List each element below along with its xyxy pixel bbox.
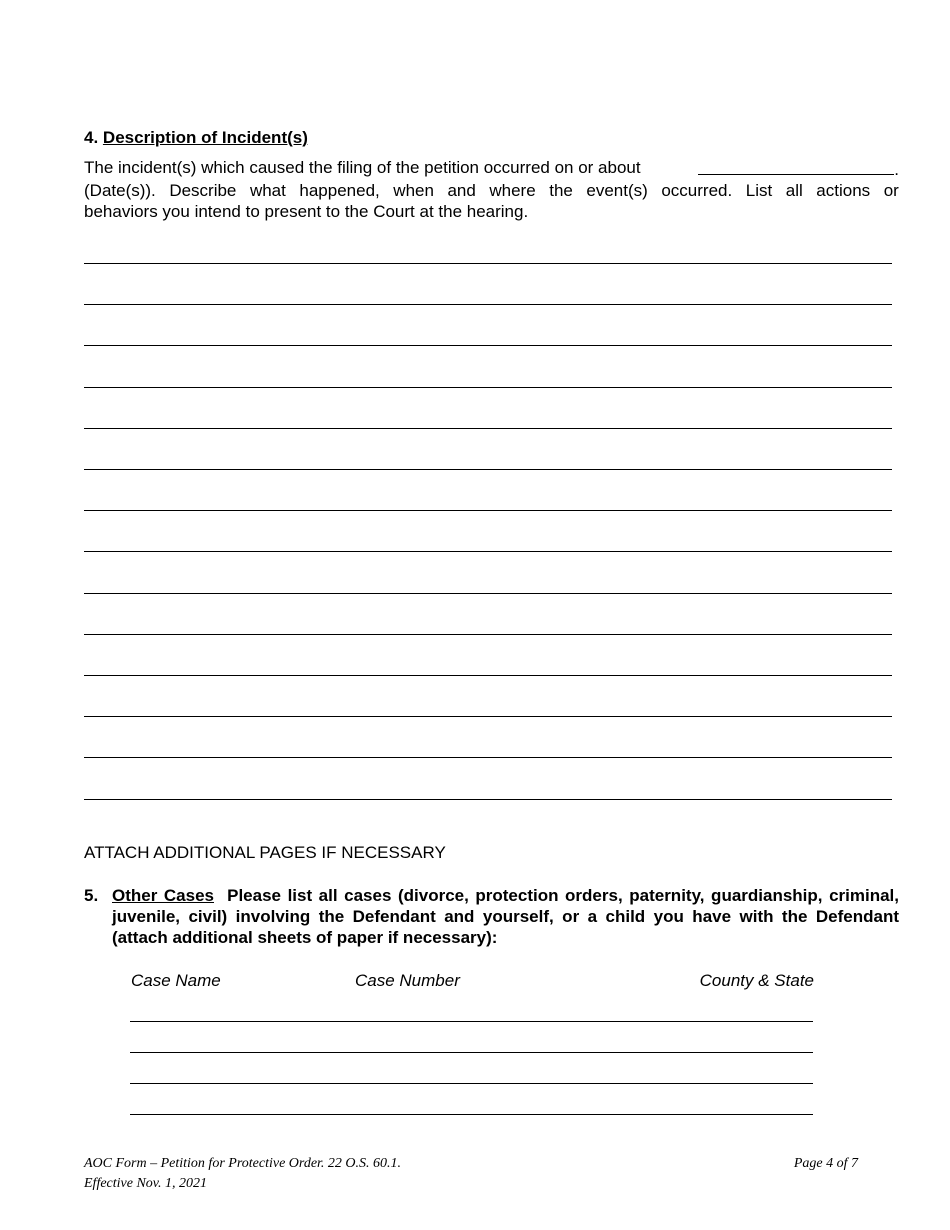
instructions-word: happened,	[299, 181, 380, 200]
instructions-word: all	[785, 181, 803, 200]
case-entry-line[interactable]	[130, 1083, 813, 1084]
attach-pages-note: ATTACH ADDITIONAL PAGES IF NECESSARY	[84, 843, 446, 862]
incident-description-line[interactable]	[84, 716, 892, 717]
instructions-word: or	[883, 181, 899, 200]
incident-description-line[interactable]	[84, 757, 892, 758]
case-entry-line[interactable]	[130, 1114, 813, 1115]
instructions-word: what	[249, 181, 286, 200]
section-5-title: Other Cases	[112, 886, 214, 905]
instructions-word: where	[489, 181, 536, 200]
incident-description-line[interactable]	[84, 345, 892, 346]
incident-description-line[interactable]	[84, 675, 892, 676]
section-5-text: Please list all cases (divorce, protection orders, paternity, guardianship, criminal, juvenile, civil) involving the Defendant and yourself, or a child you have with the Defendant (attach additional sheets of paper if necessary):	[112, 886, 899, 947]
footer-form-info	[84, 1154, 401, 1194]
section-4-number: 4.	[84, 128, 99, 147]
section-5-body	[112, 885, 899, 948]
incident-description-line[interactable]	[84, 799, 892, 800]
instructions-word: and	[447, 181, 476, 200]
instructions-line-1: The incident(s) which caused the filing of the petition occurred on or about .	[84, 158, 899, 179]
instructions-word: the	[549, 181, 573, 200]
footer-effective-date: Effective Nov. 1, 2021	[84, 1176, 207, 1191]
footer-form-name: AOC Form – Petition for Protective Order. 22 O.S. 60.1.	[84, 1156, 402, 1171]
case-name-header: Case Name	[131, 971, 221, 990]
case-entry-line[interactable]	[130, 1052, 813, 1053]
footer-page-number: Page 4 of 7	[793, 1156, 858, 1171]
section-4-instructions	[84, 157, 899, 222]
case-number-header: Case Number	[355, 971, 460, 990]
incident-description-line[interactable]	[84, 634, 892, 635]
incident-description-line[interactable]	[84, 510, 892, 511]
instructions-word: List	[745, 181, 773, 200]
instructions-word: Describe	[169, 181, 237, 200]
section-4-heading	[84, 128, 308, 148]
instructions-word: occurred.	[661, 181, 733, 200]
incident-description-line[interactable]	[84, 469, 892, 470]
county-state-header: County & State	[699, 971, 814, 990]
incident-description-line[interactable]	[84, 551, 892, 552]
section-4-title: Description of Incident(s)	[102, 128, 308, 147]
instructions-line-2	[84, 180, 899, 201]
case-entry-line[interactable]	[130, 1021, 813, 1022]
incident-date-prompt: The incident(s) which caused the filing of the petition occurred on or about	[84, 158, 641, 177]
instructions-line-3: behaviors you intend to present to the Court at the hearing.	[84, 202, 529, 221]
incident-description-line[interactable]	[84, 387, 892, 388]
instructions-word: event(s)	[586, 181, 648, 200]
instructions-word: actions	[816, 181, 871, 200]
incident-description-line[interactable]	[84, 304, 892, 305]
section-5	[84, 885, 899, 948]
instructions-word: (Date(s)).	[84, 181, 156, 200]
incident-description-line[interactable]	[84, 263, 892, 264]
incident-date-field[interactable]	[698, 157, 894, 175]
instructions-word: when	[393, 181, 434, 200]
incident-description-line[interactable]	[84, 593, 892, 594]
section-5-number: 5.	[84, 886, 99, 905]
incident-description-line[interactable]	[84, 428, 892, 429]
